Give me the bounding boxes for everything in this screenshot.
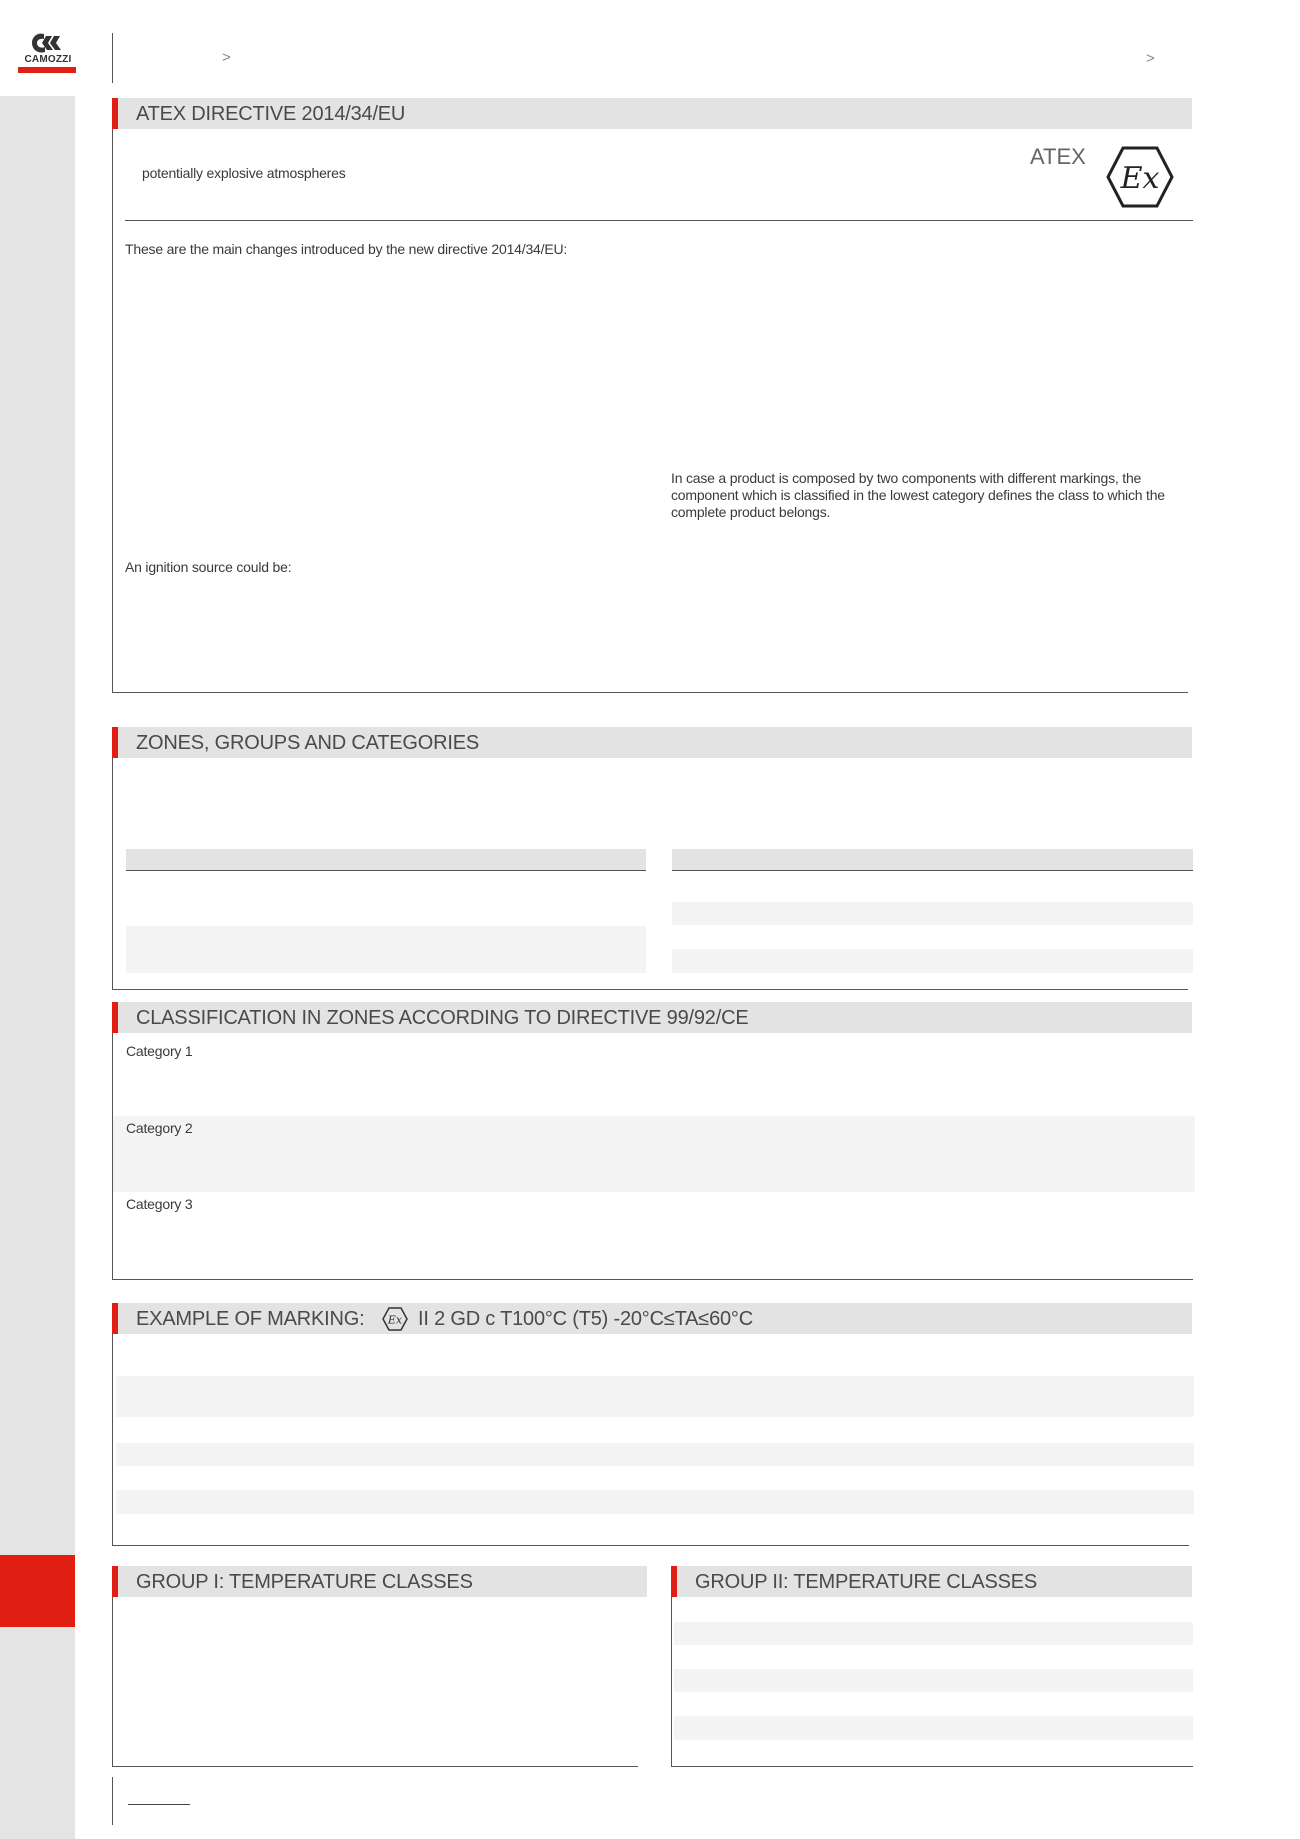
ex-hexagon-small-icon: [382, 1307, 408, 1331]
atex-section-header: [112, 98, 1192, 129]
changes-heading: These are the main changes introduced by the new directive 2014/34/EU:: [125, 241, 568, 257]
marking-band-3: [116, 1490, 1194, 1514]
classification-section-title: CLASSIFICATION IN ZONES ACCORDING TO DIRECTIVE 99/92/CE: [136, 1007, 749, 1029]
atex-badge-text: ATEX: [1030, 144, 1086, 169]
atex-intro: potentially explosive atmospheres: [142, 165, 346, 181]
marking-title-prefix: EXAMPLE OF MARKING:: [136, 1308, 365, 1330]
atex-intro-divider: [125, 220, 1193, 221]
footer-page-number-rule: [128, 1804, 190, 1805]
logo-text: CAMOZZI: [24, 54, 72, 65]
group2-section-header: [671, 1566, 1192, 1597]
category-2-label: Category 2: [126, 1120, 193, 1136]
group2-band-2: [674, 1669, 1193, 1692]
section-accent: [671, 1566, 677, 1597]
header-divider: [112, 33, 113, 83]
atex-section-left-border: [112, 129, 113, 693]
group2-band-1: [674, 1622, 1193, 1645]
group1-section-left-border: [112, 1597, 113, 1766]
zones-section-title: ZONES, GROUPS AND CATEGORIES: [136, 732, 479, 754]
category-2-band: [113, 1116, 1195, 1192]
breadcrumb-separator-left: >: [222, 49, 231, 66]
marking-section-left-border: [112, 1334, 113, 1545]
zones-table-left-header: [126, 849, 646, 871]
marking-band-2: [116, 1443, 1194, 1466]
group1-section-title: GROUP I: TEMPERATURE CLASSES: [136, 1571, 473, 1593]
zones-section-header: [112, 727, 1192, 758]
classification-section-header: [112, 1002, 1192, 1033]
components-note: In case a product is composed by two components with different markings, the component which is classified in the lowest category defines the class to which the complete product belongs.: [671, 470, 1165, 520]
zones-table-right-band-2: [672, 949, 1193, 973]
zones-section-left-border: [112, 758, 113, 989]
zones-table-right-band-1: [672, 902, 1193, 925]
group2-section-title: GROUP II: TEMPERATURE CLASSES: [695, 1571, 1038, 1593]
group1-section-header: [112, 1566, 647, 1597]
zones-table-right-header: [672, 849, 1193, 871]
marking-section-header: [112, 1303, 1192, 1334]
ignition-heading: An ignition source could be:: [125, 559, 292, 575]
section-accent: [112, 1002, 118, 1033]
category-1-label: Category 1: [126, 1043, 193, 1059]
zones-section-bottom-border: [112, 989, 1188, 990]
section-accent: [112, 727, 118, 758]
section-accent: [112, 1303, 118, 1334]
classification-section-left-border: [112, 1033, 113, 1279]
breadcrumb-separator-right: >: [1146, 50, 1155, 67]
group1-section-bottom-border: [112, 1766, 638, 1767]
logo-underline: [18, 67, 76, 73]
camozzi-logo: [18, 30, 78, 76]
marking-band-1: [116, 1376, 1194, 1417]
group2-section-bottom-border: [671, 1766, 1193, 1767]
marking-section-bottom-border: [112, 1545, 1189, 1546]
category-3-label: Category 3: [126, 1196, 193, 1212]
svg-text:Ex: Ex: [1120, 161, 1160, 196]
footer-divider: [112, 1777, 113, 1825]
group2-band-3: [674, 1716, 1193, 1740]
zones-table-left-band: [126, 926, 646, 973]
classification-section-bottom-border: [112, 1279, 1193, 1280]
section-accent: [112, 1566, 118, 1597]
marking-title-suffix: II 2 GD c T100°C (T5) -20°C≤TA≤60°C: [418, 1308, 753, 1330]
section-accent: [112, 98, 118, 129]
atex-section-title: ATEX DIRECTIVE 2014/34/EU: [136, 103, 406, 125]
atex-section-bottom-border: [112, 692, 1188, 693]
group2-section-left-border: [671, 1597, 672, 1766]
ex-hexagon-icon: [1106, 146, 1174, 208]
sidebar-red-tab: [0, 1555, 75, 1627]
svg-text:Ex: Ex: [387, 1313, 403, 1327]
